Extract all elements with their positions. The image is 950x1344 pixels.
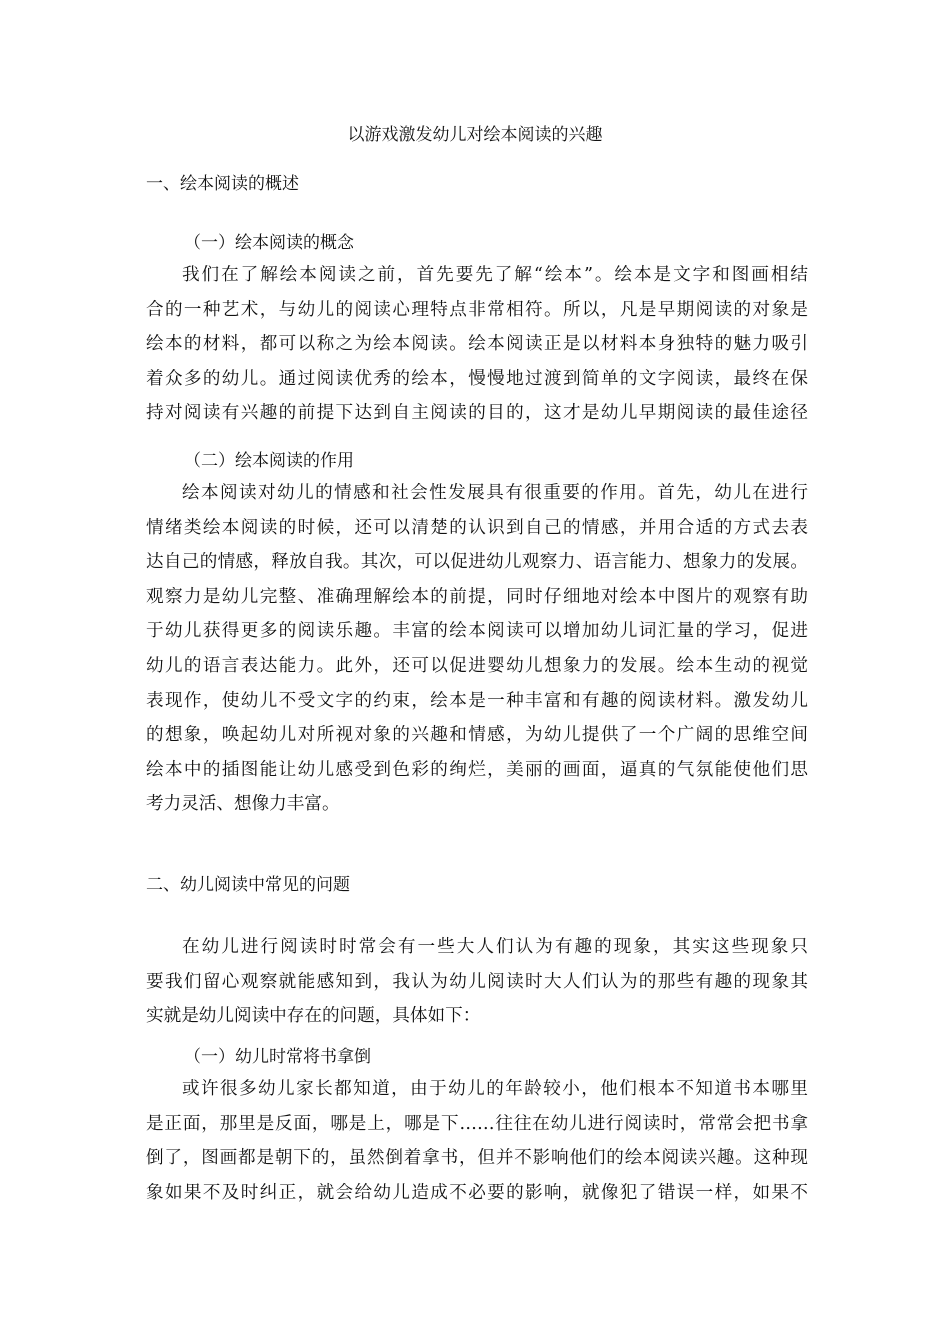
- paragraph-line: 着众多的幼儿。通过阅读优秀的绘本，慢慢地过渡到简单的文字阅读，最终在保: [146, 368, 808, 389]
- paragraph-line: 情绪类绘本阅读的时候，还可以清楚的认识到自己的情感，并用合适的方式去表: [146, 517, 808, 538]
- paragraph-reading-concept: [146, 258, 808, 431]
- subsection-heading-1-1: （一）绘本阅读的概念: [184, 233, 354, 253]
- paragraph-line: 是正面，那里是反面，哪是上，哪是下……往往在幼儿进行阅读时，常常会把书拿: [146, 1113, 808, 1134]
- document-title: 以游戏激发幼儿对绘本阅读的兴趣: [347, 125, 603, 145]
- paragraph-line: 于幼儿获得更多的阅读乐趣。丰富的绘本阅读可以增加幼儿词汇量的学习，促进: [146, 621, 808, 642]
- paragraph-line: 绘本阅读对幼儿的情感和社会性发展具有很重要的作用。首先，幼儿在进行: [182, 483, 808, 503]
- paragraph-line: 合的一种艺术，与幼儿的阅读心理特点非常相符。所以，凡是早期阅读的对象是: [146, 299, 808, 320]
- paragraph-line: 的想象，唤起幼儿对所视对象的兴趣和情感，为幼儿提供了一个广阔的思维空间: [146, 725, 808, 746]
- paragraph-line: 达自己的情感，释放自我。其次，可以促进幼儿观察力、语言能力、想象力的发展。: [146, 552, 808, 573]
- paragraph-line: 要我们留心观察就能感知到，我认为幼儿阅读时大人们认为的那些有趣的现象其: [146, 971, 808, 992]
- paragraph-common-problems: [146, 930, 808, 1034]
- paragraph-line: 观察力是幼儿完整、准确理解绘本的前提，同时仔细地对绘本中图片的观察有助: [146, 586, 808, 607]
- paragraph-line: 绘本中的插图能让幼儿感受到色彩的绚烂，美丽的画面，逼真的气氛能使他们思: [146, 759, 808, 780]
- paragraph-line: 幼儿的语言表达能力。此外，还可以促进婴幼儿想象力的发展。绘本生动的视觉: [146, 655, 808, 676]
- paragraph-line: 考力灵活、想像力丰富。: [146, 794, 340, 815]
- paragraph-line: 实就是幼儿阅读中存在的问题，具体如下：: [146, 1006, 481, 1027]
- paragraph-line: 表现作，使幼儿不受文字的约束，绘本是一种丰富和有趣的阅读材料。激发幼儿: [146, 690, 808, 711]
- subsection-heading-2-1: （一）幼儿时常将书拿倒: [184, 1047, 371, 1067]
- paragraph-line: 或许很多幼儿家长都知道，由于幼儿的年龄较小，他们根本不知道书本哪里: [182, 1079, 808, 1099]
- paragraph-line: 在幼儿进行阅读时时常会有一些大人们认为有趣的现象，其实这些现象只: [182, 937, 808, 957]
- paragraph-line: 持对阅读有兴趣的前提下达到自主阅读的目的，这才是幼儿早期阅读的最佳途径: [146, 403, 808, 424]
- paragraph-line: 绘本的材料，都可以称之为绘本阅读。绘本阅读正是以材料本身独特的魅力吸引: [146, 334, 808, 355]
- paragraph-line: 倒了，图画都是朝下的，虽然倒着拿书，但并不影响他们的绘本阅读兴趣。这种现: [146, 1148, 808, 1169]
- paragraph-book-upside-down: [146, 1072, 808, 1210]
- paragraph-line: 我们在了解绘本阅读之前，首先要先了解“绘本”。绘本是文字和图画相结: [182, 265, 808, 285]
- subsection-heading-1-2: （二）绘本阅读的作用: [184, 451, 354, 471]
- section-heading-1: 一、绘本阅读的概述: [146, 174, 299, 194]
- paragraph-line: 象如果不及时纠正，就会给幼儿造成不必要的影响，就像犯了错误一样，如果不: [146, 1182, 808, 1203]
- section-heading-2: 二、幼儿阅读中常见的问题: [146, 875, 350, 895]
- paragraph-reading-role: [146, 476, 808, 822]
